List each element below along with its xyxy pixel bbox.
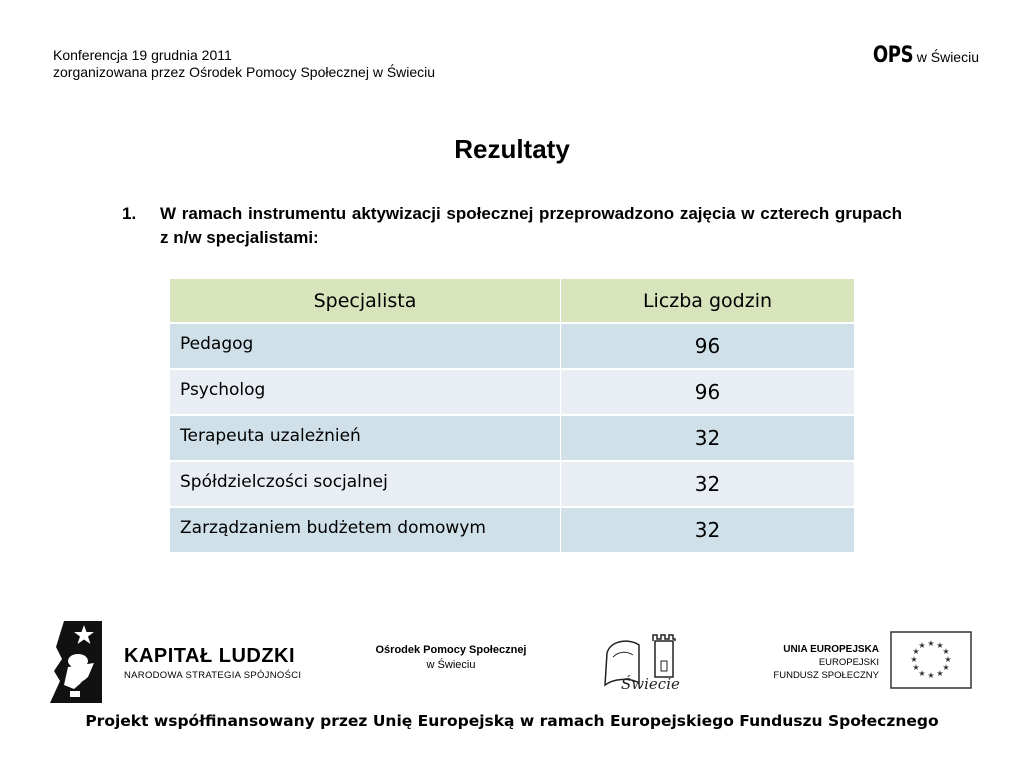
- specialist-name: Terapeuta uzależnień: [170, 415, 561, 461]
- specialist-name: Pedagog: [170, 323, 561, 369]
- table-row: [170, 323, 854, 369]
- header-specjalista: Specjalista: [170, 279, 561, 323]
- kapital-ludzki-subtitle: NARODOWA STRATEGIA SPÓJNOŚCI: [124, 670, 302, 681]
- ops-footer-line1: Ośrodek Pomocy Społecznej: [375, 644, 527, 656]
- table-row: [170, 507, 854, 553]
- eu-line3: FUNDUSZ SPOŁECZNY: [773, 670, 879, 681]
- ops-footer-text: [356, 643, 546, 673]
- list-item: [122, 202, 902, 250]
- table-row: [170, 415, 854, 461]
- kapital-ludzki-logo-icon: [48, 619, 108, 705]
- footer-logos: [0, 615, 1024, 710]
- specialist-name: Spółdzielczości socjalnej: [170, 461, 561, 507]
- svg-text:★: ★: [912, 647, 920, 656]
- svg-text:★: ★: [912, 663, 920, 672]
- table-header-row: [170, 279, 854, 323]
- ops-city: w Świeciu: [916, 49, 979, 65]
- svg-text:★: ★: [927, 671, 935, 680]
- eu-line2: EUROPEJSKI: [818, 657, 879, 668]
- kapital-ludzki-text: [124, 645, 301, 681]
- table-row: [170, 369, 854, 415]
- svg-text:★: ★: [918, 669, 926, 678]
- conference-header: [53, 47, 435, 81]
- table-row: [170, 461, 854, 507]
- kapital-ludzki-title: KAPITAŁ LUDZKI: [124, 645, 296, 667]
- specialist-name: Psycholog: [170, 369, 561, 415]
- svg-text:★: ★: [942, 647, 950, 656]
- eu-flag-icon: [890, 631, 972, 689]
- list-text: W ramach instrumentu aktywizacji społecznej przeprowadzono zajęcia w czterech grupach z n/w specjalistami:: [160, 204, 902, 247]
- page-title: Rezultaty: [454, 134, 570, 164]
- specialists-table: [170, 279, 854, 554]
- swiecie-logo-text: Świecie: [621, 675, 680, 693]
- conference-date-line: Konferencja 19 grudnia 2011: [53, 47, 232, 63]
- ops-mark: OPS: [872, 43, 913, 68]
- svg-text:★: ★: [936, 641, 944, 650]
- eu-text: [773, 643, 879, 682]
- conference-organizer-line: zorganizowana przez Ośrodek Pomocy Społecznej w Świeciu: [53, 64, 436, 80]
- svg-text:★: ★: [942, 663, 950, 672]
- specialist-name: Zarządzaniem budżetem domowym: [170, 507, 561, 553]
- svg-text:★: ★: [936, 669, 944, 678]
- cofinancing-statement: Projekt współfinansowany przez Unię Europejską w ramach Europejskiego Funduszu Społecznego: [85, 712, 939, 730]
- svg-text:★: ★: [910, 655, 918, 664]
- swiecie-crest-icon: [601, 631, 685, 693]
- ops-header-logo: [864, 43, 979, 68]
- svg-text:★: ★: [918, 641, 926, 650]
- hours-value: 32: [561, 461, 855, 507]
- hours-value: 96: [561, 369, 855, 415]
- hours-value: 32: [561, 507, 855, 553]
- svg-text:★: ★: [944, 655, 952, 664]
- eu-line1: UNIA EUROPEJSKA: [783, 644, 879, 655]
- ops-footer-line2: w Świeciu: [426, 659, 476, 671]
- hours-value: 32: [561, 415, 855, 461]
- list-number: 1.: [122, 204, 137, 223]
- hours-value: 96: [561, 323, 855, 369]
- svg-text:★: ★: [927, 639, 935, 648]
- header-liczba-godzin: Liczba godzin: [561, 279, 855, 323]
